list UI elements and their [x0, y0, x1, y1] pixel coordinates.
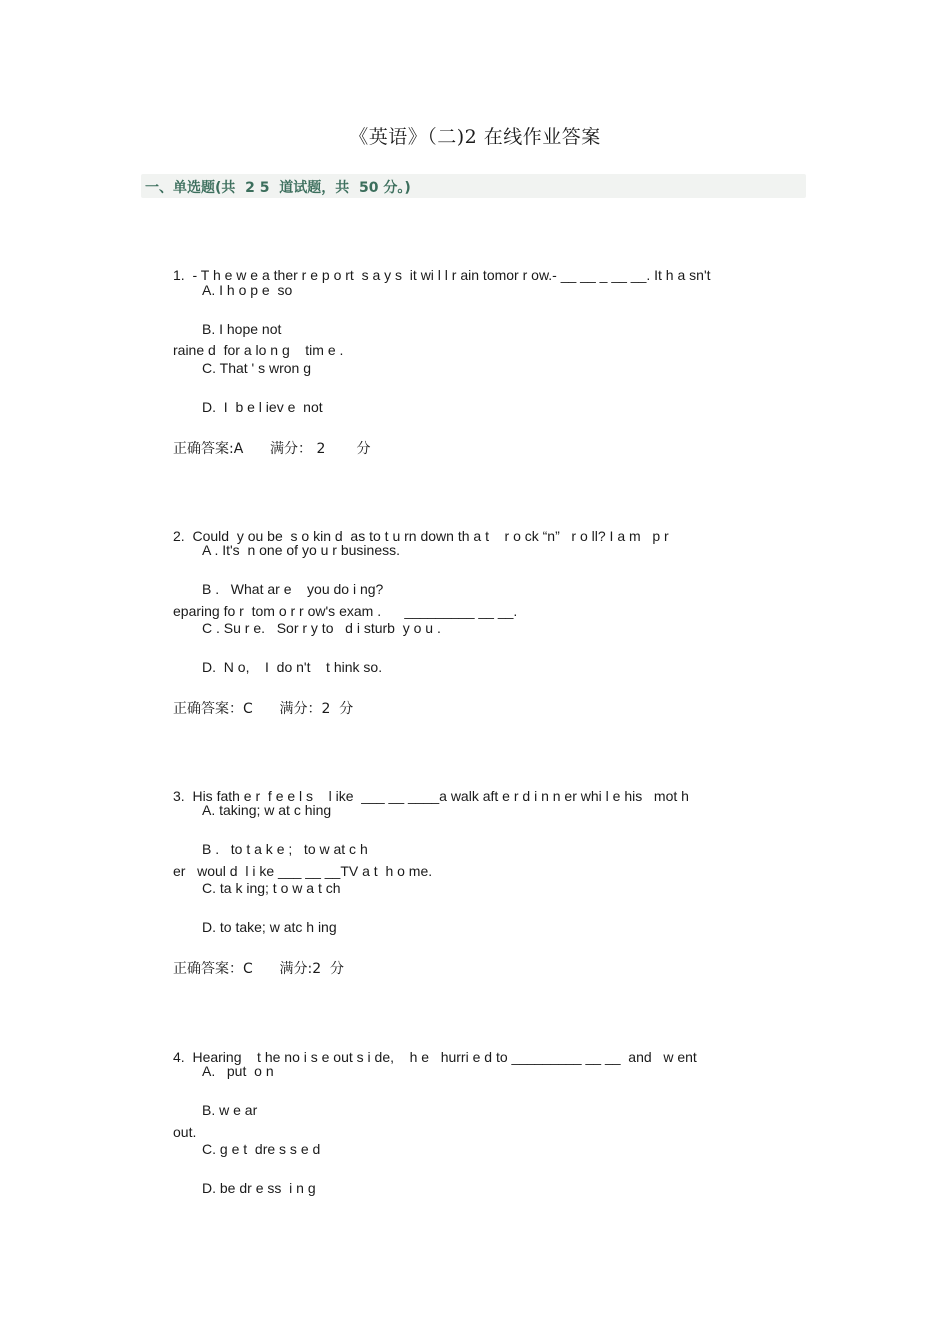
question-line: 3. His fath e r f e e l s l ike ___ __ ____a walk aft e r d i n n er whi l e his mot h [173, 788, 689, 804]
option-b: B. w e ar [202, 1102, 258, 1118]
option-a: A. put o n [202, 1063, 274, 1079]
option-d: D. to take; w atc h ing [202, 919, 337, 935]
question-line: eparing fo r tom o r r ow's exam . _________ __ __. [173, 603, 518, 619]
option-b: B . What ar e you do i ng? [202, 581, 384, 597]
option-a: A. taking; w at c hing [202, 802, 332, 818]
option-d: D. be dr e ss i n g [202, 1180, 316, 1196]
option-d: D. I b e l iev e not [202, 399, 323, 415]
option-c: C. ta k ing; t o w a t ch [202, 880, 341, 896]
question-line: 2. Could y ou be s o kin d as to t u rn down th a t r o ck “n” r o ll? I a m p r [173, 528, 669, 544]
question-line: 4. Hearing t he no i s e out s i de, h e hurri e d to _________ __ __ and w ent [173, 1049, 697, 1065]
page-title: 《英语》（二)2 在线作业答案 [349, 126, 601, 148]
question-line: out. [173, 1124, 197, 1140]
option-d: D. N o, I do n't t hink so. [202, 659, 383, 675]
option-c: C . Su r e. Sor r y to d i sturb y o u . [202, 620, 441, 636]
option-c: C. g e t dre s s e d [202, 1141, 321, 1157]
option-b: B. I hope not [202, 321, 282, 337]
question-line: 1. - T h e w e a ther r e p o rt s a y s it wi l l r ain tomor r ow.- __ __ _ __ __. It h a sn't [173, 267, 711, 283]
question-line: raine d for a lo n g tim e . [173, 342, 344, 358]
option-b: B . to t a k e ; to w at c h [202, 841, 368, 857]
section-header [141, 174, 806, 198]
option-c: C. That ' s wron g [202, 360, 312, 376]
answer-line: 正确答案：C 满分:2 分 [173, 961, 345, 977]
question-line: er woul d l i ke ___ __ __TV a t h o me. [173, 863, 433, 879]
section-title: 一、单选题(共 2 5 道试题，共 50 分。) [145, 180, 411, 196]
answer-line: 正确答案:A 满分： 2 分 [173, 441, 371, 457]
answer-line: 正确答案：C 满分：2 分 [173, 701, 354, 717]
option-a: A . It's n one of yo u r business. [202, 542, 401, 558]
option-a: A. I h o p e so [202, 282, 293, 298]
